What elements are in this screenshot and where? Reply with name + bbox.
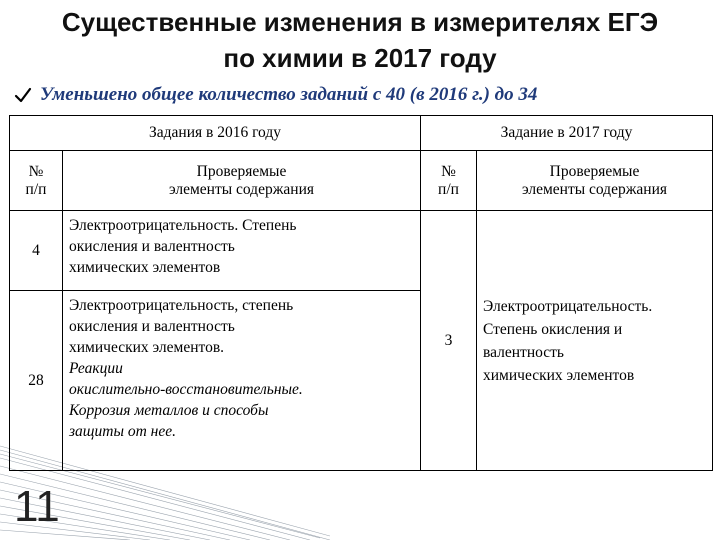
- num-symbol: №: [441, 162, 456, 180]
- num-label: п/п: [25, 180, 47, 198]
- page-title: [0, 4, 720, 76]
- title-line-1: Существенные изменения в измерителях ЕГЭ: [61, 7, 659, 37]
- bullet-item: [14, 80, 537, 110]
- content-line: Электроотрицательность. Степень: [69, 217, 297, 234]
- content-line: окисления и валентность: [69, 318, 235, 335]
- content-line-italic: защиты от нее.: [69, 423, 176, 440]
- content-line-italic: окислительно-восстановительные.: [69, 381, 303, 398]
- content-line: Электроотрицательность.: [483, 297, 653, 315]
- table-subheader-row: [10, 151, 713, 211]
- num-symbol: №: [28, 162, 44, 180]
- task-content-2017: [477, 211, 713, 471]
- content-line: валентность: [483, 343, 564, 361]
- subheader-elements-2016: [63, 151, 421, 211]
- elements-label-1: Проверяемые: [549, 162, 640, 180]
- subheader-elements-2017: [477, 151, 713, 211]
- num-label: п/п: [438, 180, 459, 198]
- title-line-2: по химии в 2017 году: [223, 43, 497, 73]
- task-number-2016: 28: [10, 291, 63, 471]
- checkmark-icon: [14, 86, 32, 104]
- content-line: химических элементов.: [69, 339, 225, 356]
- slide-number: 11: [14, 482, 60, 531]
- elements-label-2: элементы содержания: [168, 180, 315, 198]
- content-line-italic: Реакции: [69, 360, 123, 377]
- header-2017: Задание в 2017 году: [421, 116, 713, 151]
- header-2016: Задания в 2016 году: [10, 116, 421, 151]
- content-line: Степень окисления и: [483, 320, 623, 338]
- content-line: химических элементов: [483, 366, 635, 384]
- elements-label-2: элементы содержания: [521, 180, 668, 198]
- task-number-2016: 4: [10, 211, 63, 291]
- bullet-text: Уменьшено общее количество заданий с 40 (в 2016 г.) до 34: [40, 84, 538, 105]
- task-content-2016: [63, 211, 421, 291]
- table-row: [10, 211, 713, 291]
- content-line-italic: Коррозия металлов и способы: [69, 402, 269, 419]
- content-line: химических элементов: [69, 259, 221, 276]
- content-line: Электроотрицательность, степень: [69, 297, 294, 314]
- elements-label-1: Проверяемые: [196, 162, 287, 180]
- subheader-num-2016: [10, 151, 63, 211]
- task-content-2016: [63, 291, 421, 471]
- content-line: окисления и валентность: [69, 238, 235, 255]
- table-header-row: [10, 116, 713, 151]
- task-number-2017: 3: [421, 211, 477, 471]
- comparison-table: [9, 115, 713, 471]
- subheader-num-2017: [421, 151, 477, 211]
